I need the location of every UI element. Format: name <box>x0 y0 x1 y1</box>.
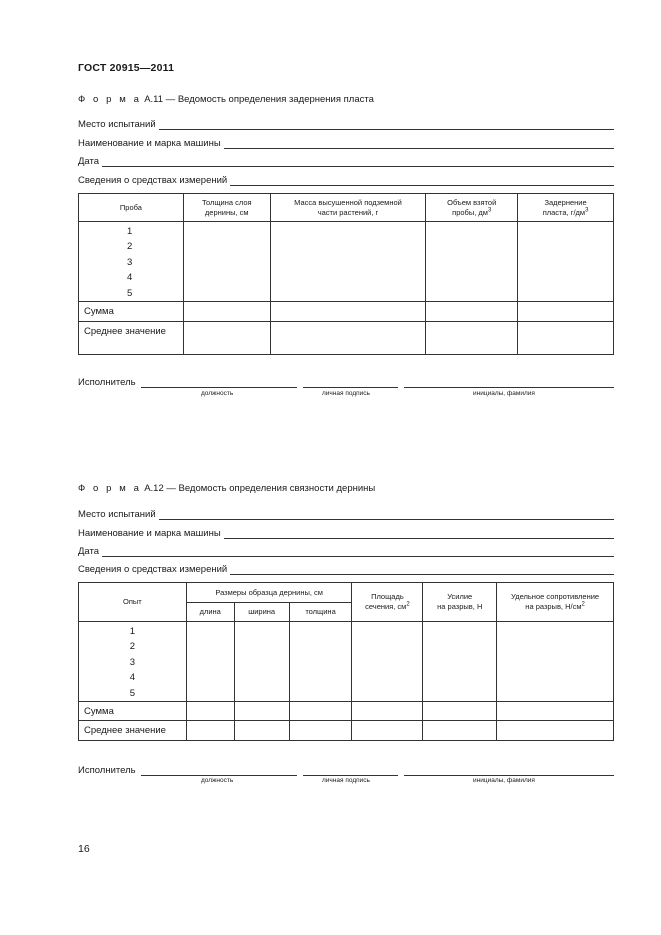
col-header-thickness: Толщина слоя дернины, см <box>183 194 270 222</box>
table-cell[interactable] <box>497 721 614 741</box>
table-cell[interactable] <box>352 702 423 721</box>
table-header-row <box>79 194 614 222</box>
form-a11-title-text: А.11 — Ведомость определения задернения пласта <box>144 94 374 105</box>
table-cell[interactable] <box>234 622 289 702</box>
caption-signature: личная подпись <box>322 390 370 397</box>
caption-position: должность <box>201 390 234 397</box>
col-header-width: ширина <box>234 603 289 622</box>
caption-name: инициалы, фамилия <box>473 390 535 397</box>
table-cell[interactable] <box>289 702 352 721</box>
table-cell[interactable] <box>423 702 497 721</box>
executor-name-line[interactable] <box>404 387 614 388</box>
table-cell[interactable] <box>270 222 426 302</box>
experiment-number-list: 1 2 3 4 5 <box>79 622 187 702</box>
table-cell[interactable] <box>270 322 426 355</box>
col-header-force: Усилие на разрыв, Н <box>423 583 497 622</box>
col-header-volume: Объем взятой пробы, $дм^3$ <box>426 194 518 222</box>
form-a12-field-machine[interactable]: Наименование и марка машины <box>78 526 614 539</box>
document-header: ГОСТ 20915—2011 <box>78 62 175 74</box>
mean-label: Среднее значение <box>79 721 187 741</box>
table-row-mean <box>79 322 614 355</box>
table-row-sum <box>79 702 614 721</box>
col-header-experiment: Опыт <box>79 583 187 622</box>
caption-name: инициалы, фамилия <box>473 777 535 784</box>
table-cell[interactable] <box>352 721 423 741</box>
table-cell[interactable] <box>423 721 497 741</box>
form-a12-field-place[interactable]: Место испытаний <box>78 507 614 520</box>
table-cell[interactable] <box>183 322 270 355</box>
table-cell[interactable] <box>183 222 270 302</box>
form-a12-title <box>78 483 375 494</box>
form-a12-table <box>78 582 614 741</box>
form-a12-title-prefix: Ф о р м а <box>78 483 142 494</box>
form-a12-field-date[interactable]: Дата <box>78 544 614 557</box>
table-cell[interactable] <box>497 622 614 702</box>
col-header-turf-density: Задернение пласта, $г/дм^3$ <box>518 194 614 222</box>
col-header-specific-resistance: Удельное сопротивление на разрыв, $Н/см^2$ <box>497 583 614 622</box>
table-cell[interactable] <box>186 622 234 702</box>
col-header-mass: Масса высушенной подземной части растений, г <box>270 194 426 222</box>
caption-signature: личная подпись <box>322 777 370 784</box>
form-a11-table <box>78 193 614 355</box>
table-row-sum <box>79 302 614 322</box>
table-cell[interactable] <box>518 322 614 355</box>
col-header-area: Площадь сечения, $см^2$ <box>352 583 423 622</box>
table-cell[interactable] <box>234 702 289 721</box>
table-row <box>79 622 614 702</box>
form-a11-field-machine[interactable]: Наименование и марка машины <box>78 136 614 149</box>
col-header-sample: Проба <box>79 194 184 222</box>
form-a11-title <box>78 94 374 105</box>
executor-label: Исполнитель <box>78 765 136 776</box>
form-a11-field-place[interactable]: Место испытаний <box>78 117 614 130</box>
col-header-length: длина <box>186 603 234 622</box>
table-cell[interactable] <box>270 302 426 322</box>
sum-label: Сумма <box>79 702 187 721</box>
table-cell[interactable] <box>186 702 234 721</box>
col-header-sample-sizes: Размеры образца дернины, см <box>186 583 352 603</box>
table-cell[interactable] <box>186 721 234 741</box>
table-cell[interactable] <box>426 302 518 322</box>
table-cell[interactable] <box>234 721 289 741</box>
table-header-row <box>79 583 614 603</box>
executor-position-line[interactable] <box>141 387 297 388</box>
table-row <box>79 222 614 302</box>
table-cell[interactable] <box>497 702 614 721</box>
form-a11-field-instruments[interactable]: Сведения о средствах измерений <box>78 173 614 186</box>
form-a12-title-text: А.12 — Ведомость определения связности дернины <box>144 483 376 494</box>
table-row-mean <box>79 721 614 741</box>
table-cell[interactable] <box>426 322 518 355</box>
caption-position: должность <box>201 777 234 784</box>
form-a11-title-prefix: Ф о р м а <box>78 94 142 105</box>
form-a11-field-date[interactable]: Дата <box>78 154 614 167</box>
executor-position-line[interactable] <box>141 775 297 776</box>
executor-label: Исполнитель <box>78 377 136 388</box>
table-cell[interactable] <box>518 302 614 322</box>
table-cell[interactable] <box>289 622 352 702</box>
table-cell[interactable] <box>183 302 270 322</box>
table-cell[interactable] <box>426 222 518 302</box>
table-cell[interactable] <box>423 622 497 702</box>
mean-label: Среднее значение <box>79 322 184 355</box>
page-number: 16 <box>78 843 90 855</box>
form-a12-field-instruments[interactable]: Сведения о средствах измерений <box>78 562 614 575</box>
executor-signature-line[interactable] <box>303 387 398 388</box>
table-cell[interactable] <box>352 622 423 702</box>
table-cell[interactable] <box>289 721 352 741</box>
sample-number-list: 1 2 3 4 5 <box>79 222 184 302</box>
table-cell[interactable] <box>518 222 614 302</box>
executor-name-line[interactable] <box>404 775 614 776</box>
sum-label: Сумма <box>79 302 184 322</box>
col-header-thickness: толщина <box>289 603 352 622</box>
executor-signature-line[interactable] <box>303 775 398 776</box>
